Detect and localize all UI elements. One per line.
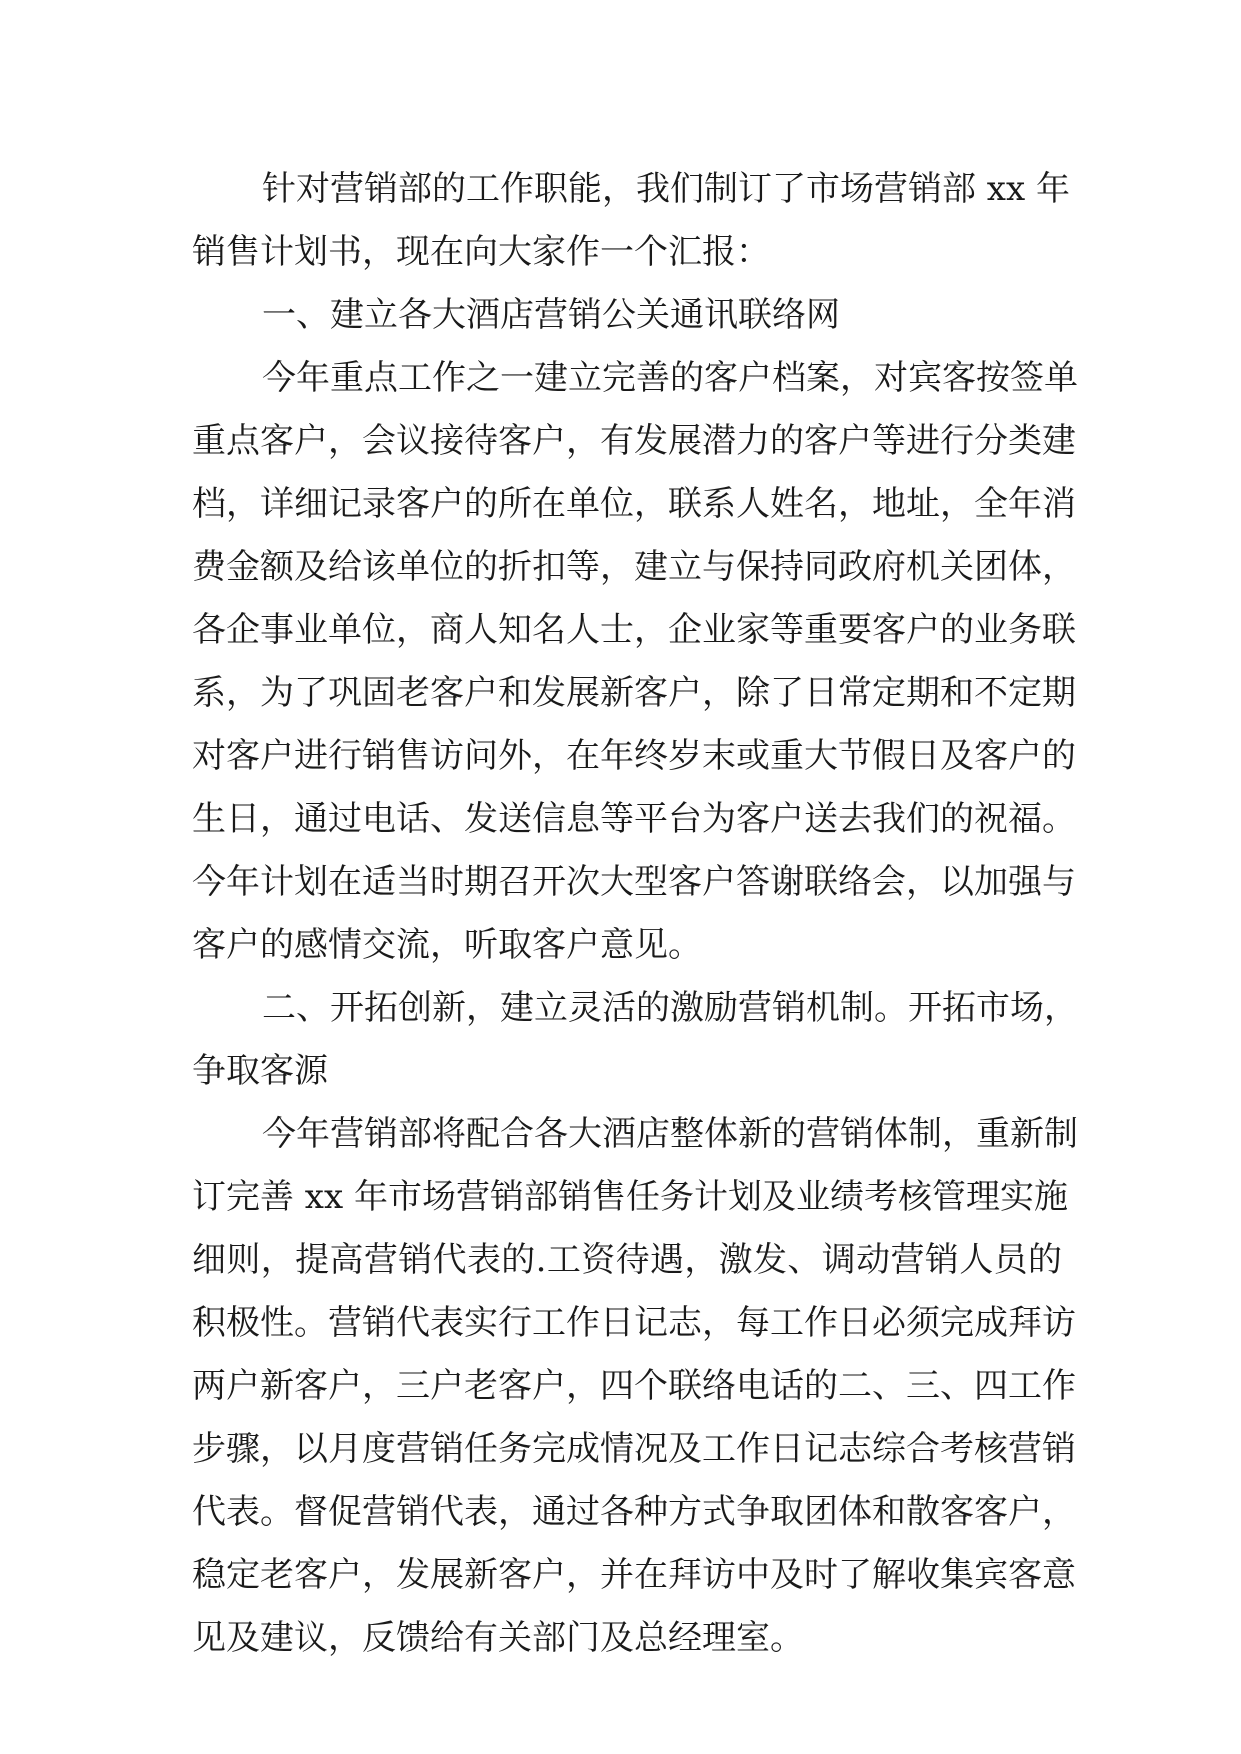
- text-line: 今年重点工作之一建立完善的客户档案，对宾客按签单: [262, 358, 1078, 398]
- text-line: 生日，通过电话、发送信息等平台为客户送去我们的祝福。: [192, 799, 1076, 839]
- text-line: 客户的感情交流，听取客户意见。: [192, 925, 702, 965]
- text-line: 今年计划在适当时期召开次大型客户答谢联络会，以加强与: [192, 862, 1076, 902]
- text-line: 细则，提高营销代表的.工资待遇，激发、调动营销人员的: [192, 1240, 1062, 1280]
- text-line: 步骤，以月度营销任务完成情况及工作日记志综合考核营销: [192, 1429, 1076, 1469]
- text-line: 一、建立各大酒店营销公关通讯联络网: [262, 295, 840, 335]
- text-line: 稳定老客户，发展新客户，并在拜访中及时了解收集宾客意: [192, 1555, 1076, 1595]
- document-body: [192, 158, 1078, 1670]
- text-line: 两户新客户，三户老客户，四个联络电话的二、三、四工作: [192, 1366, 1076, 1406]
- text-line: 针对营销部的工作职能，我们制订了市场营销部 xx 年: [262, 169, 1070, 209]
- text-line: 见及建议，反馈给有关部门及总经理室。: [192, 1618, 804, 1658]
- text-line: 订完善 xx 年市场营销部销售任务计划及业绩考核管理实施: [192, 1177, 1068, 1217]
- text-line: 对客户进行销售访问外，在年终岁末或重大节假日及客户的: [192, 736, 1076, 776]
- text-line: 费金额及给该单位的折扣等，建立与保持同政府机关团体，: [192, 547, 1076, 587]
- text-line: 档，详细记录客户的所在单位，联系人姓名，地址，全年消: [192, 484, 1076, 524]
- text-line: 争取客源: [192, 1051, 328, 1091]
- text-line: 今年营销部将配合各大酒店整体新的营销体制，重新制: [262, 1114, 1078, 1154]
- text-line: 系，为了巩固老客户和发展新客户，除了日常定期和不定期: [192, 673, 1076, 713]
- text-line: 代表。督促营销代表，通过各种方式争取团体和散客客户，: [192, 1492, 1076, 1532]
- text-line: 积极性。营销代表实行工作日记志，每工作日必须完成拜访: [192, 1303, 1076, 1343]
- text-line: 重点客户，会议接待客户，有发展潜力的客户等进行分类建: [192, 421, 1076, 461]
- text-line: 销售计划书，现在向大家作一个汇报：: [192, 232, 770, 272]
- text-line: 各企事业单位，商人知名人士，企业家等重要客户的业务联: [192, 610, 1076, 650]
- text-line: 二、开拓创新，建立灵活的激励营销机制。开拓市场，: [262, 988, 1078, 1028]
